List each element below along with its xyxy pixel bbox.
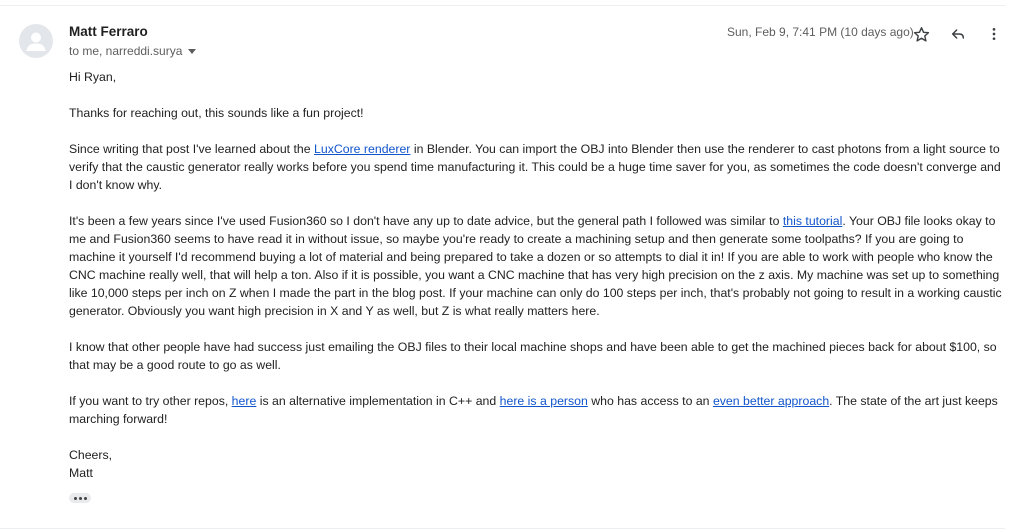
person-link[interactable]: here is a person (499, 394, 588, 408)
recipients-line (69, 44, 196, 58)
text: is an alternative implementation in C++ and (256, 394, 500, 408)
star-button[interactable] (909, 22, 933, 46)
paragraph-3 (69, 212, 1005, 320)
caret-down-icon[interactable] (188, 49, 196, 54)
text: It's been a few years since I've used Fusion360 so I don't have any up to date advice, but the general path I followed was similar to (69, 214, 783, 228)
top-divider (0, 5, 1005, 6)
dot (79, 497, 82, 500)
message-date: Sun, Feb 9, 7:41 PM (10 days ago) (727, 25, 914, 39)
more-options-button[interactable] (982, 22, 1006, 46)
show-trimmed-content-button[interactable] (69, 493, 91, 503)
text: in Blender. You can import the OBJ into Blender then use the renderer to cast photons from a light source to verify that the caustic generator really works before you spend time manufacturing it. This could be a huge time saver for you, as sometimes the code doesn't converge and I don't know why. (69, 142, 1001, 192)
recipients-text: to me, narreddi.surya (69, 44, 183, 58)
paragraph-1: Thanks for reaching out, this sounds like a fun project! (69, 106, 364, 120)
text: If you want to try other repos, (69, 394, 232, 408)
star-outline-icon (913, 26, 930, 43)
signature: Matt (69, 466, 93, 480)
dot (74, 497, 77, 500)
message-body (69, 68, 1005, 482)
closing: Cheers, (69, 448, 113, 462)
reply-button[interactable] (946, 22, 970, 46)
paragraph-2 (69, 140, 1005, 194)
paragraph-5 (69, 392, 1005, 428)
bottom-divider (0, 528, 1005, 529)
sender-avatar[interactable] (19, 24, 53, 58)
luxcore-renderer-link[interactable]: LuxCore renderer (314, 142, 411, 156)
greeting: Hi Ryan, (69, 70, 117, 84)
text: . The state of the art just keeps marching forward! (69, 394, 998, 426)
text: . Your OBJ file looks okay to me and Fusion360 seems to have read it in without issue, so maybe you're ready to create a machining setup and then generate some toolpaths? If you are going to machine it yourself I'd recommend buying a lot of material and being prepared to take a dozen or so attempts to dial it in! If you are able to work with people who know the CNC machine really well, that will help a ton. Also if it is possible, you want a CNC machine that has very high precision on the z axis. My machine was set up to something like 10,000 steps per inch on Z when I made the part in the blog post. If your machine can only do 100 steps per inch, that's probably not going to result in a working caustic generator. Obviously you want high precision in X and Y as well, but Z is what really matters here. (69, 214, 1002, 318)
text: Since writing that post I've learned about the (69, 142, 315, 156)
paragraph-4: I know that other people have had success just emailing the OBJ files to their local machine shops and have been able to get the machined pieces back for about $100, so that may be a good route to go as well. (69, 340, 997, 372)
dot (84, 497, 87, 500)
person-avatar-icon (19, 24, 53, 58)
sender-name[interactable]: Matt Ferraro (69, 24, 148, 39)
signoff (69, 446, 1005, 482)
reply-icon (950, 26, 966, 42)
more-vertical-icon (986, 26, 1002, 42)
cpp-implementation-link[interactable]: here (231, 394, 257, 408)
tutorial-link[interactable]: this tutorial (782, 214, 843, 228)
text: who has access to an (587, 394, 713, 408)
better-approach-link[interactable]: even better approach (712, 394, 830, 408)
